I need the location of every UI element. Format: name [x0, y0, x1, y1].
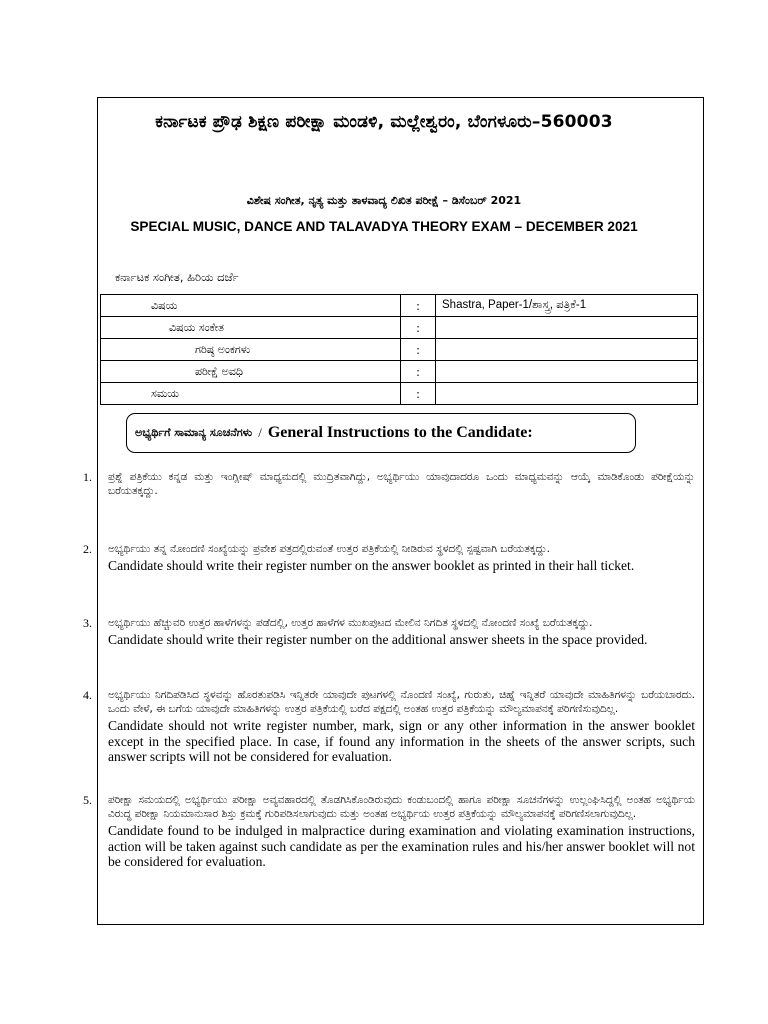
- instructions-header-box: [126, 413, 636, 453]
- instructions-header-separator: /: [258, 425, 262, 440]
- exam-duration-label: ಪರೀಕ್ಷೆ ಅವಧಿ: [101, 361, 401, 383]
- grade-label: ಕರ್ನಾಟಕ ಸಂಗೀತ, ಹಿರಿಯ ದರ್ಜೆ: [115, 270, 239, 284]
- instruction-number: 3.: [83, 616, 92, 630]
- board-name-heading: ಕರ್ನಾಟಕ ಪ್ರೌಢ ಶಿಕ್ಷಣ ಪರೀಕ್ಷಾ ಮಂಡಳಿ, ಮಲ್ಲೇಶ್ವರಂ, ಬೆಂಗಳೂರು–560003: [155, 112, 613, 132]
- instruction-item-2: [83, 542, 695, 574]
- colon-separator: :: [401, 295, 436, 317]
- colon-separator: :: [401, 317, 436, 339]
- time-value: [436, 383, 698, 405]
- instruction-text-english: Candidate should not write register number, mark, sign or any other information in the answer booklet except in the specified place. In case, if found any information in the sheets of the answer scripts, such answer scripts will not be considered for evaluation.: [108, 718, 695, 765]
- instruction-text-kannada: ಅಭ್ಯರ್ಥಿಯು ನಿಗದಿಪಡಿಸಿದ ಸ್ಥಳವನ್ನು ಹೊರತುಪಡಿಸಿ ಇನ್ನಿತರೇ ಯಾವುದೇ ಪುಟಗಳಲ್ಲಿ ನೊಂದಣಿ ಸಂಖ್ಯೆ, ಗುರುತು, ಚಿಹ್ನೆ ಇನ್ನಿತರೆ ಯಾವುದೇ ಮಾಹಿತಿಗಳನ್ನು ಬರೆಯಬಾರದು. ಒಂದು ವೇಳೆ, ಈ ಬಗೆಯ ಯಾವುದೇ ಮಾಹಿತಿಗಳನ್ನು ಉತ್ತರ ಪತ್ರಿಕೆಯಲ್ಲಿ ಬರೆದ ಪಕ್ಷದಲ್ಲಿ ಅಂತಹ ಉತ್ತರ ಪತ್ರಿಕೆಯನ್ನು ಮೌಲ್ಯಮಾಪನಕ್ಕೆ ಪರಿಗಣಿಸುವುದಿಲ್ಲ.: [108, 689, 695, 715]
- instruction-number: 2.: [83, 542, 92, 556]
- colon-separator: :: [401, 339, 436, 361]
- instruction-text-kannada: ಪರೀಕ್ಷಾ ಸಮಯದಲ್ಲಿ ಅಭ್ಯರ್ಥಿಯು ಪರೀಕ್ಷಾ ಅವ್ಯವಹಾರದಲ್ಲಿ ತೊಡಗಿಸಿಕೊಂಡಿರುವುದು ಕಂಡುಬಂದಲ್ಲಿ ಹಾಗೂ ಪರೀಕ್ಷಾ ಸೂಚನೆಗಳನ್ನು ಉಲ್ಲಂಘಿಸಿದ್ದಲ್ಲಿ ಅಂತಹ ಅಭ್ಯರ್ಥಿಯ ವಿರುದ್ಧ ಪರೀಕ್ಷಾ ನಿಯಮಾನುಸಾರ ಶಿಸ್ತು ಕ್ರಮಕ್ಕೆ ಗುರಿಪಡಿಸಲಾಗುವುದು ಮತ್ತು ಅಂತಹ ಅಭ್ಯರ್ಥಿಯ ಉತ್ತರ ಪತ್ರಿಕೆಯನ್ನು ಮೌಲ್ಯಮಾಪನಕ್ಕೆ ಪರಿಗಣಿಸಲಾಗುವುದಿಲ್ಲ.: [108, 794, 695, 820]
- table-row: [101, 361, 698, 383]
- instruction-text-english: Candidate should write their register number on the answer booklet as printed in their hall ticket.: [108, 558, 635, 573]
- instruction-item-3: [83, 616, 695, 648]
- instructions-header-english: General Instructions to the Candidate:: [267, 424, 533, 441]
- max-marks-value: [436, 339, 698, 361]
- instruction-text-english: Candidate found to be indulged in malpractice during examination and violating examination instructions, action will be taken against such candidate as per the examination rules and his/her answer booklet will not be considered for evaluation.: [108, 823, 695, 870]
- subject-label: ವಿಷಯ: [101, 295, 401, 317]
- instruction-text-english: Candidate should write their register number on the additional answer sheets in the space provided.: [108, 632, 648, 647]
- colon-separator: :: [401, 383, 436, 405]
- exam-title-english: SPECIAL MUSIC, DANCE AND TALAVADYA THEORY EXAM – DECEMBER 2021: [130, 219, 638, 234]
- instruction-text-kannada: ಅಭ್ಯರ್ಥಿಯು ತನ್ನ ನೋಂದಣಿ ಸಂಖ್ಯೆಯನ್ನು ಪ್ರವೇಶ ಪತ್ರದಲ್ಲಿರುವಂತೆ ಉತ್ತರ ಪತ್ರಿಕೆಯಲ್ಲಿ ನೀಡಿರುವ ಸ್ಥಳದಲ್ಲಿ ಸ್ಪಷ್ಟವಾಗಿ ಬರೆಯತಕ್ಕದ್ದು.: [108, 543, 550, 555]
- time-label: ಸಮಯ: [101, 383, 401, 405]
- table-row: [101, 383, 698, 405]
- exam-duration-value: [436, 361, 698, 383]
- subject-code-value: [436, 317, 698, 339]
- max-marks-label: ಗರಿಷ್ಠ ಅಂಕಗಳು: [101, 339, 401, 361]
- table-row: [101, 295, 698, 317]
- subject-value: Shastra, Paper-1/ಶಾಸ್ತ್ರ, ಪತ್ರಿಕೆ-1: [436, 295, 698, 317]
- colon-separator: :: [401, 361, 436, 383]
- subject-code-label: ವಿಷಯ ಸಂಕೇತ: [101, 317, 401, 339]
- instruction-text-kannada: ಅಭ್ಯರ್ಥಿಯು ಹೆಚ್ಚುವರಿ ಉತ್ತರ ಹಾಳೆಗಳನ್ನು ಪಡೆದಲ್ಲಿ, ಉತ್ತರ ಹಾಳೆಗಳ ಮುಖಪುಟದ ಮೇಲಿನ ನಿಗದಿತ ಸ್ಥಳದಲ್ಲಿ ನೋಂದಣಿ ಸಂಖ್ಯೆ ಬರೆಯತಕ್ಕದ್ದು.: [108, 617, 593, 629]
- exam-info-table: [100, 294, 698, 405]
- instruction-number: 4.: [83, 688, 92, 702]
- instruction-text-kannada: ಪ್ರಶ್ನೆ ಪತ್ರಿಕೆಯು ಕನ್ನಡ ಮತ್ತು ಇಂಗ್ಲೀಷ್ ಮಾಧ್ಯಮದಲ್ಲಿ ಮುದ್ರಿತವಾಗಿದ್ದು, ಅಭ್ಯರ್ಥಿಯು ಯಾವುದಾದರೂ ಒಂದು ಮಾಧ್ಯಮವನ್ನು ಆಯ್ಕೆ ಮಾಡಿಕೊಂಡು ಪರೀಕ್ಷೆಯನ್ನು ಬರೆಯತಕ್ಕದ್ದು.: [108, 471, 695, 497]
- table-row: [101, 317, 698, 339]
- instructions-header-kannada: ಅಭ್ಯರ್ಥಿಗೆ ಸಾಮಾನ್ಯ ಸೂಚನೆಗಳು: [135, 426, 253, 439]
- instruction-number: 5.: [83, 793, 92, 807]
- instruction-item-1: [83, 470, 695, 498]
- instruction-item-4: [83, 688, 695, 765]
- instruction-item-5: [83, 793, 695, 870]
- exam-title-kannada: ವಿಶೇಷ ಸಂಗೀತ, ನೃತ್ಯ ಮತ್ತು ತಾಳವಾದ್ಯ ಲಿಖಿತ ಪರೀಕ್ಷೆ – ಡಿಸೆಂಬರ್ 2021: [246, 194, 522, 207]
- instruction-number: 1.: [83, 470, 92, 484]
- table-row: [101, 339, 698, 361]
